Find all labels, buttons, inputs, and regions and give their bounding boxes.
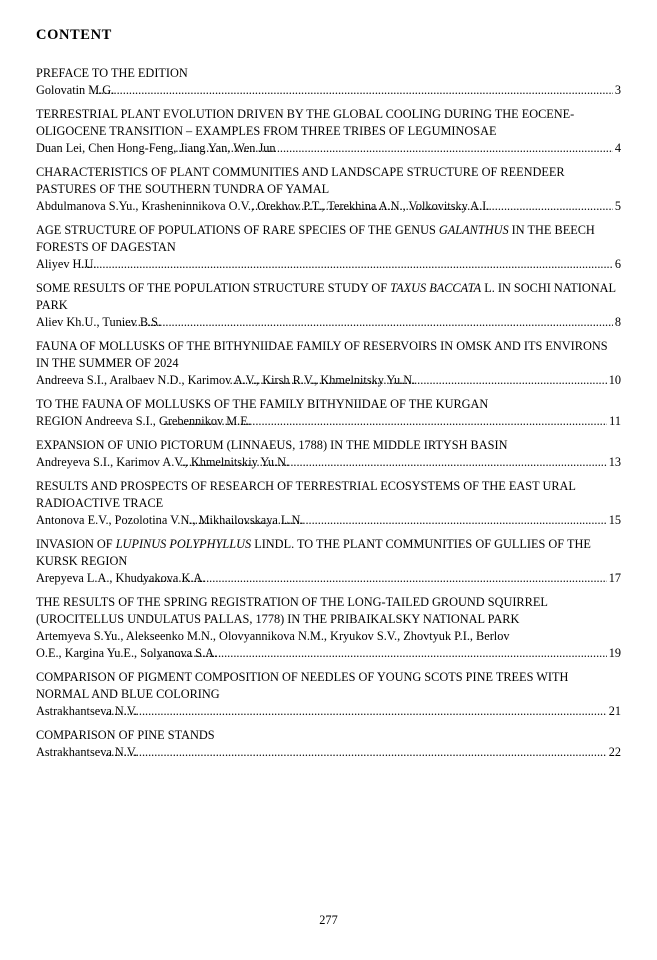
entry-title [36, 536, 621, 570]
entry-page-number: 19 [608, 646, 621, 660]
entry-title [36, 437, 621, 454]
entry-title-segment: THE RESULTS OF THE SPRING REGISTRATION OF THE LONG-TAILED GROUND SQUIRREL (UROCITELLUS UNDULATUS PALLAS, 1778) IN THE PRIBAIKALSKY NATIONAL PARK [36, 595, 548, 626]
entry-authors: Aliev Kh.U., Tuniev B.S. [36, 315, 162, 329]
entry-page-number: 5 [614, 199, 621, 213]
entry-authors: Aliyev H.U. [36, 257, 97, 271]
page-title: CONTENT [36, 27, 112, 43]
entry-authors: Arepyeva L.A., Khudyakova K.A. [36, 571, 206, 585]
entry-authors: O.E., Kargina Yu.E., Solyanova S.A. [36, 646, 218, 660]
toc-entry [36, 65, 621, 99]
entry-authors-row [36, 140, 621, 157]
entry-authors: Andreyeva S.I., Karimov A.V., Khmelnitskiy Yu.N. [36, 455, 290, 469]
dot-leader [105, 744, 607, 761]
entry-authors: Astrakhantseva N.V. [36, 704, 138, 718]
entry-title-segment: IN THE BEECH FORESTS OF DAGESTAN [36, 223, 595, 254]
entry-title-segment: FAUNA OF MOLLUSKS OF THE BITHYNIIDAE FAMILY OF RESERVOIRS IN OMSK AND ITS ENVIRONS IN THE SUMMER OF 2024 [36, 339, 608, 370]
entry-title [36, 65, 621, 82]
entry-authors-row [36, 256, 621, 273]
entry-title-segment: EXPANSION OF UNIO PICTORUM (LINNAEUS, 1788) IN THE MIDDLE IRTYSH BASIN [36, 438, 508, 452]
entry-authors-row [36, 512, 621, 529]
entry-authors-row [36, 454, 621, 471]
entry-title-segment: TERRESTRIAL PLANT EVOLUTION DRIVEN BY THE GLOBAL COOLING DURING THE EOCENE-OLIGOCENE TRANSITION – EXAMPLES FROM THREE TRIBES OF LEGUMINOSAE [36, 107, 575, 138]
entry-authors-row [36, 314, 621, 331]
entry-title-italic-segment: TAXUS BACCATA [390, 281, 482, 295]
dot-leader [142, 570, 607, 587]
entry-page-number: 17 [608, 571, 621, 585]
toc-entry [36, 536, 621, 587]
entry-page-number: 15 [608, 513, 621, 527]
entry-page-number: 13 [608, 455, 621, 469]
dot-leader [81, 256, 613, 273]
entry-authors-row [36, 744, 621, 761]
toc-entry [36, 222, 621, 273]
entry-title-segment: TO THE FAUNA OF MOLLUSKS OF THE FAMILY BITHYNIIDAE OF THE KURGAN [36, 397, 489, 411]
entry-title-italic-segment: GALANTHUS [438, 223, 509, 237]
page-number: 277 [319, 913, 338, 927]
entry-title-segment: PREFACE TO THE EDITION [36, 66, 188, 80]
toc-entry [36, 164, 621, 215]
toc-entry [36, 396, 621, 430]
entry-page-number: 22 [608, 745, 621, 759]
entry-authors-row [36, 372, 621, 389]
entry-title-segment: INVASION OF [36, 537, 116, 551]
entry-authors-continued: Artemyeva S.Yu., Alekseenko M.N., Olovyannikova N.M., Kryukov S.V., Zhovtyuk P.I., Berlov [36, 629, 510, 643]
dot-leader [252, 198, 613, 215]
entry-authors-row [36, 645, 621, 662]
entry-title-segment: AGE STRUCTURE OF POPULATIONS OF RARE SPECIES OF THE GENUS [36, 223, 439, 237]
toc-entry [36, 280, 621, 331]
entry-title [36, 106, 621, 140]
entry-title [36, 478, 621, 512]
toc-entry [36, 727, 621, 761]
toc-entry [36, 338, 621, 389]
entry-title [36, 396, 621, 413]
dot-leader [105, 703, 607, 720]
entry-authors: Golovatin M.G. [36, 83, 115, 97]
dot-leader [147, 645, 606, 662]
entry-authors: Astrakhantseva N.V. [36, 745, 138, 759]
entry-authors: Andreeva S.I., Aralbaev N.D., Karimov A.V., Kirsh R.V., Khmelnitsky Yu.N. [36, 373, 416, 387]
entry-title [36, 280, 621, 314]
entry-authors-row [36, 703, 621, 720]
entry-page-number: 10 [608, 373, 621, 387]
entry-title-segment: SOME RESULTS OF THE POPULATION STRUCTURE STUDY OF [36, 281, 391, 295]
entry-title-italic-segment: LUPINUS POLYPHYLLUS [115, 537, 252, 551]
entry-page-number: 8 [614, 315, 621, 329]
entry-title [36, 669, 621, 703]
entry-title [36, 727, 621, 744]
entry-title [36, 164, 621, 198]
entry-authors: REGION Andreeva S.I., Grebennikov M.E. [36, 414, 251, 428]
toc-entry [36, 478, 621, 529]
dot-leader [227, 372, 607, 389]
entry-title-segment: RESULTS AND PROSPECTS OF RESEARCH OF TERRESTRIAL ECOSYSTEMS OF THE EAST URAL RADIOACTIVE TRACE [36, 479, 576, 510]
entry-page-number: 21 [608, 704, 621, 718]
entry-authors-row [36, 570, 621, 587]
toc-entry [36, 669, 621, 720]
toc-entry [36, 594, 621, 662]
entry-page-number: 6 [614, 257, 621, 271]
entry-authors: Abdulmanova S.Yu., Krasheninnikova O.V., Orekhov P.T., Terekhina A.N., Volkovitsky A.I. [36, 199, 490, 213]
entry-title-segment: COMPARISON OF PIGMENT COMPOSITION OF NEEDLES OF YOUNG SCOTS PINE TREES WITH NORMAL AND BLUE COLORING [36, 670, 569, 701]
dot-leader [186, 512, 607, 529]
dot-leader [92, 82, 613, 99]
entry-authors-row [36, 82, 621, 99]
entry-page-number: 3 [614, 83, 621, 97]
toc-entry [36, 437, 621, 471]
entry-title-segment: COMPARISON OF PINE STANDS [36, 728, 215, 742]
entry-authors: Antonova E.V., Pozolotina V.N., Mikhailovskaya L.N. [36, 513, 304, 527]
entry-title-segment: L. IN SOCHI NATIONAL PARK [36, 281, 616, 312]
entry-title [36, 222, 621, 256]
entry-authors-row [36, 198, 621, 215]
entry-title-segment: CHARACTERISTICS OF PLANT COMMUNITIES AND LANDSCAPE STRUCTURE OF REENDEER PASTURES OF THE SOUTHERN TUNDRA OF YAMAL [36, 165, 565, 196]
entry-authors-row [36, 413, 621, 430]
entry-page-number: 4 [614, 141, 621, 155]
entry-authors: Duan Lei, Chen Hong-Feng, Jiang Yan, Wen Jun [36, 141, 276, 155]
entry-title [36, 594, 621, 628]
dot-leader [119, 314, 613, 331]
dot-leader [180, 454, 607, 471]
toc-entry [36, 106, 621, 157]
entry-title [36, 338, 621, 372]
dot-leader [175, 140, 612, 157]
entry-page-number: 11 [609, 414, 621, 428]
dot-leader [163, 413, 607, 430]
toc-entries [36, 65, 621, 761]
entry-title-segment: LINDL. TO THE PLANT COMMUNITIES OF GULLIES OF THE KURSK REGION [36, 537, 591, 568]
